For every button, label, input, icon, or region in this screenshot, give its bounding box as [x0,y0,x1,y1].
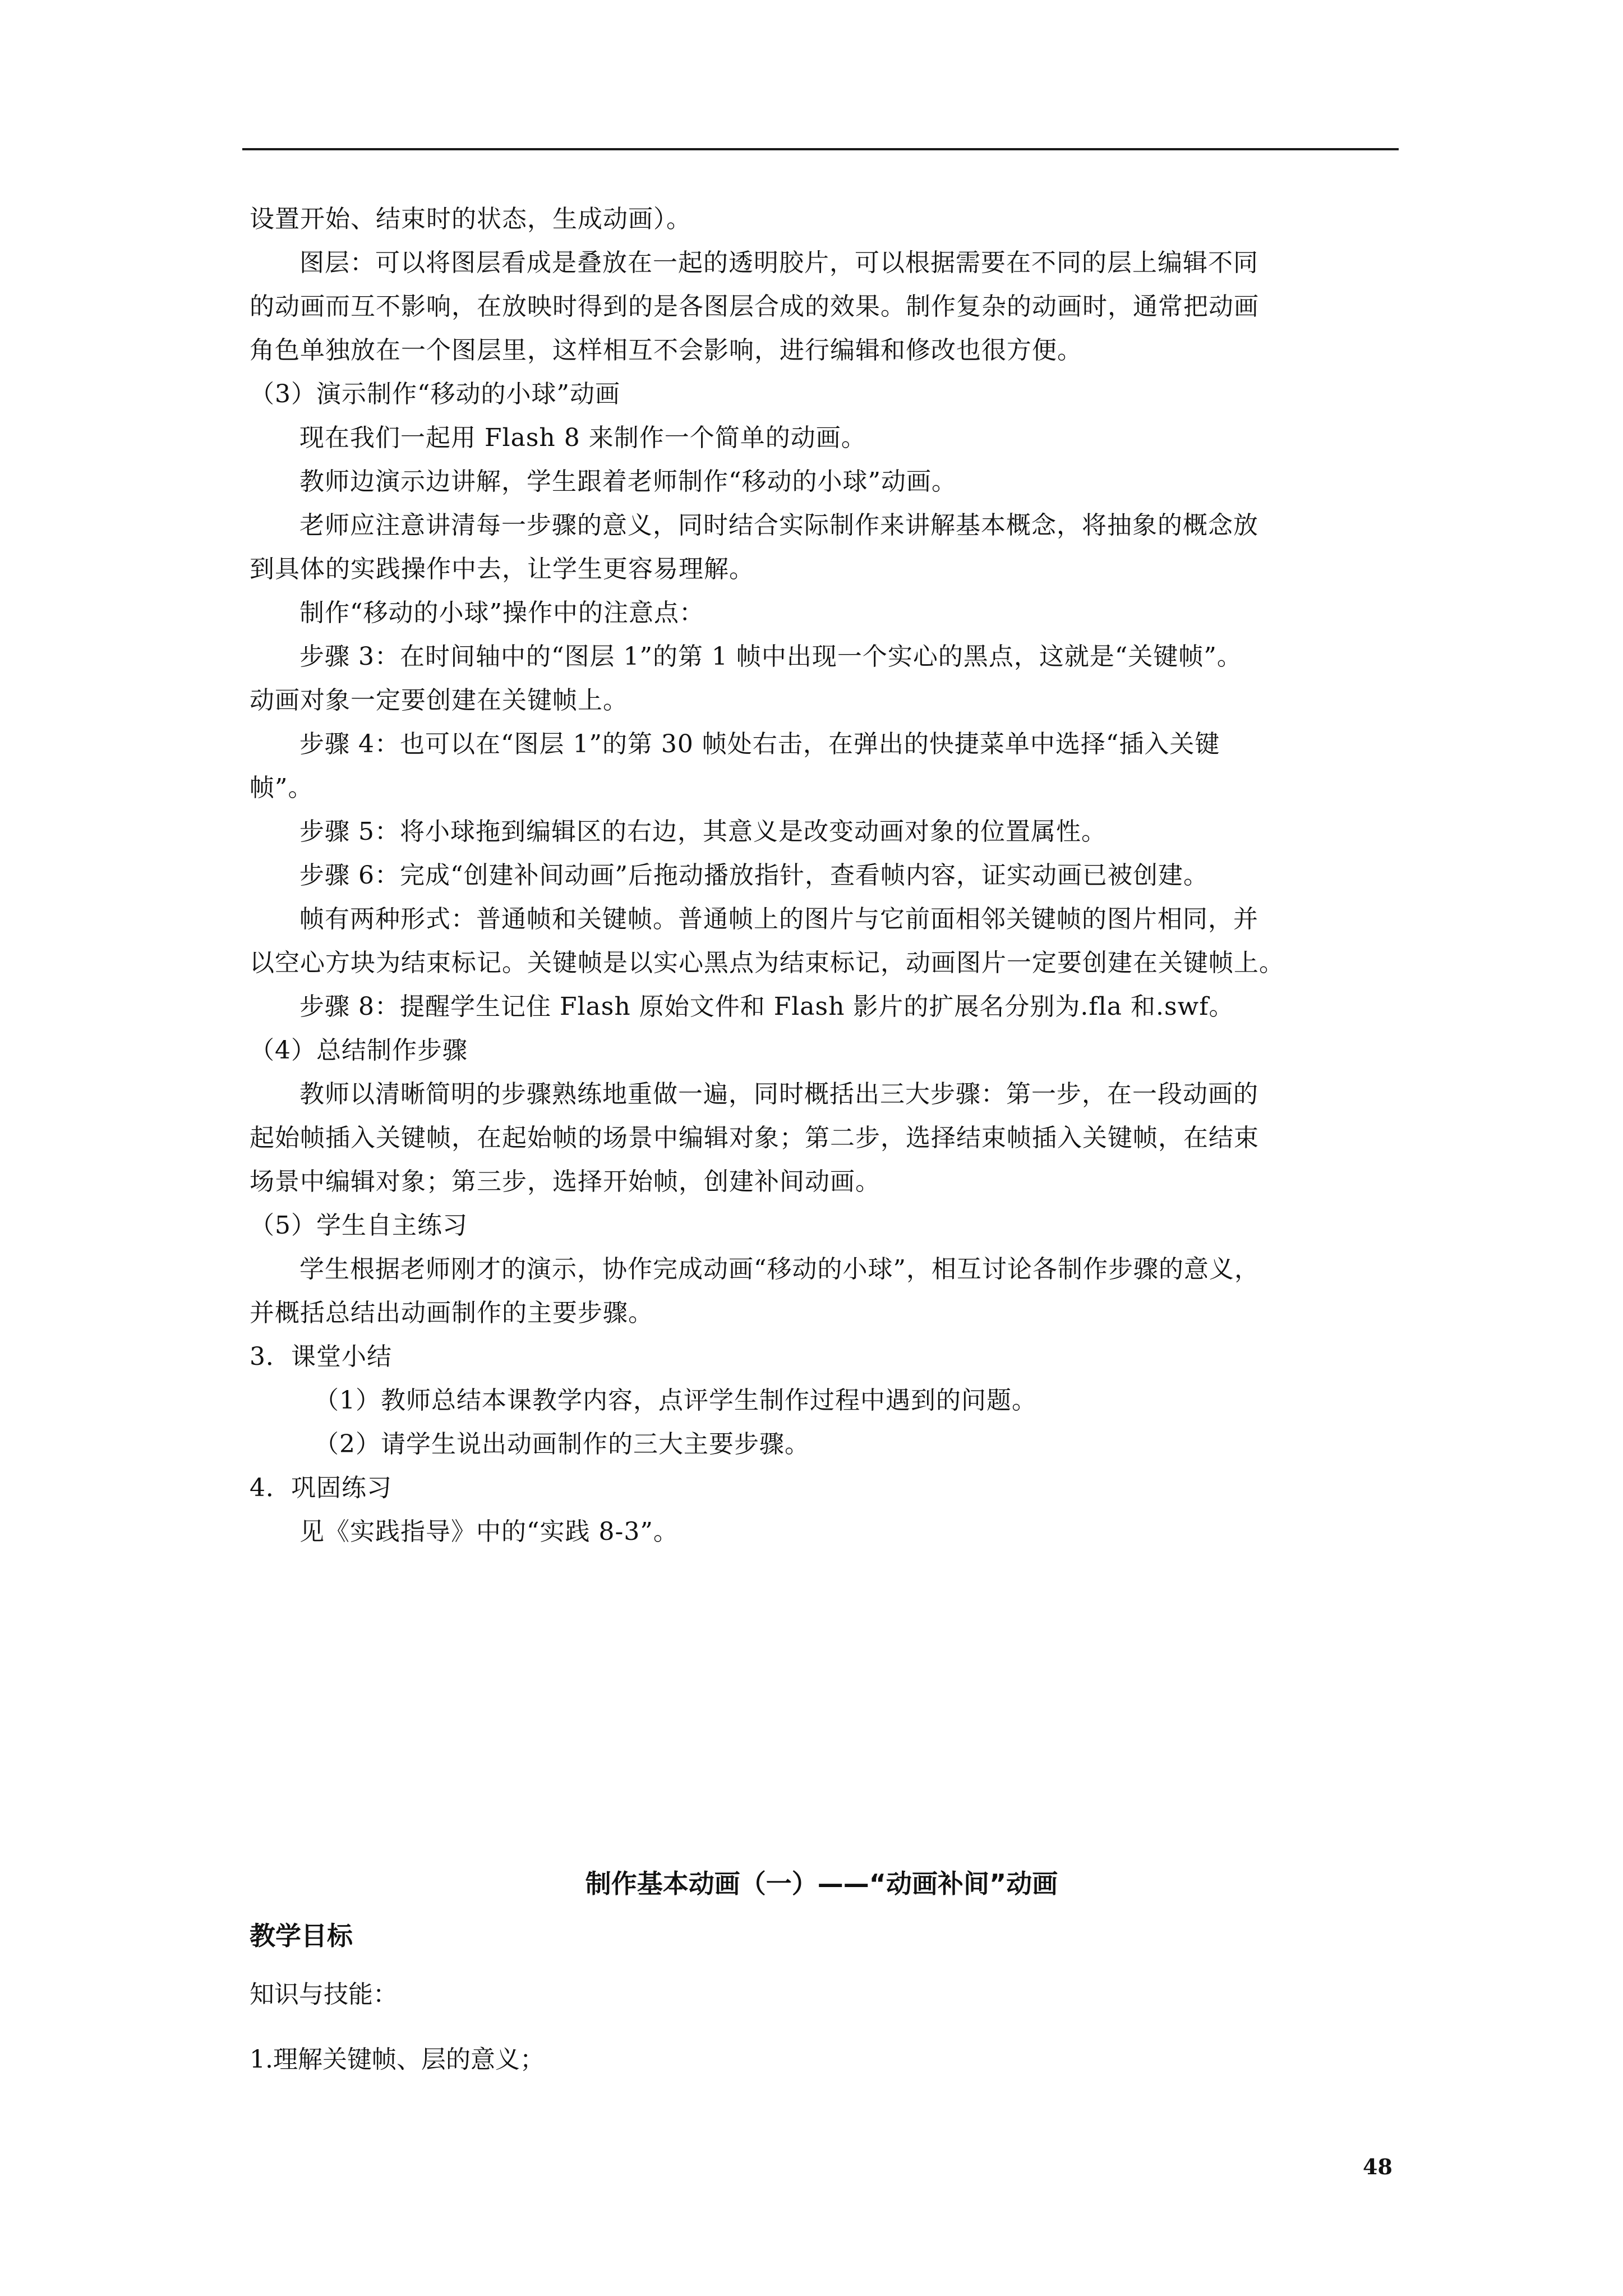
paragraph-line: 图层：可以将图层看成是叠放在一起的透明胶片，可以根据需要在不同的层上编辑不同 [299,249,1258,277]
paragraph-line: 学生根据老师刚才的演示，协作完成动画“移动的小球”，相互讨论各制作步骤的意义， [299,1255,1260,1283]
paragraph-line: 并概括总结出动画制作的主要步骤。 [250,1299,653,1327]
objective-item: 1.理解关键帧、层的意义； [250,2045,545,2074]
lesson-title: 制作基本动画（一）——“动画补间”动画 [585,1869,1058,1899]
section-heading: 3．课堂小结 [250,1342,392,1371]
paragraph-line: 步骤 8：提醒学生记住 Flash 原始文件和 Flash 影片的扩展名分别为.fla 和.swf。 [299,992,1234,1021]
paragraph-line: 到具体的实践操作中去，让学生更容易理解。 [250,555,754,583]
paragraph-line: 现在我们一起用 Flash 8 来制作一个简单的动画。 [299,424,866,452]
objectives-heading: 教学目标 [250,1921,353,1951]
paragraph-line: 步骤 6：完成“创建补间动画”后拖动播放指针，查看帧内容，证实动画已被创建。 [299,861,1209,890]
page-number: 48 [1363,2154,1393,2179]
paragraph-line: 教师以清晰简明的步骤熟练地重做一遍，同时概括出三大步骤：第一步，在一段动画的 [299,1080,1258,1108]
paragraph-line: 帧”。 [250,774,313,802]
header-rule [242,148,1399,150]
body-text [250,197,1394,1554]
section-heading: （3）演示制作“移动的小球”动画 [250,380,620,408]
paragraph-line: 步骤 4：也可以在“图层 1”的第 30 帧处右击，在弹出的快捷菜单中选择“插入关键 [299,730,1220,758]
paragraph-line: 步骤 5：将小球拖到编辑区的右边，其意义是改变动画对象的位置属性。 [299,817,1106,846]
list-item: （1）教师总结本课教学内容，点评学生制作过程中遇到的问题。 [314,1386,1037,1415]
paragraph-line: 帧有两种形式：普通帧和关键帧。普通帧上的图片与它前面相邻关键帧的图片相同，并 [299,905,1258,933]
paragraph-line: 步骤 3：在时间轴中的“图层 1”的第 1 帧中出现一个实心的黑点，这就是“关键帧”。 [299,642,1242,671]
section-heading: （5）学生自主练习 [250,1211,468,1240]
paragraph-line: 设置开始、结束时的状态，生成动画）。 [250,205,691,233]
paragraph-line: 老师应注意讲清每一步骤的意义，同时结合实际制作来讲解基本概念，将抽象的概念放 [299,511,1258,540]
objectives-section [250,1916,1394,2104]
paragraph-line: 起始帧插入关键帧，在起始帧的场景中编辑对象；第二步，选择结束帧插入关键帧，在结束 [250,1124,1259,1152]
knowledge-label: 知识与技能： [250,1980,398,2009]
paragraph-line: 场景中编辑对象；第三步，选择开始帧，创建补间动画。 [250,1167,880,1196]
section-heading: 4．巩固练习 [250,1474,392,1502]
paragraph-line: 见《实践指导》中的“实践 8-3”。 [299,1517,679,1546]
list-item: （2）请学生说出动画制作的三大主要步骤。 [314,1430,810,1458]
paragraph-line: 的动画而互不影响，在放映时得到的是各图层合成的效果。制作复杂的动画时，通常把动画 [250,292,1259,321]
paragraph-line: 以空心方块为结束标记。关键帧是以实心黑点为结束标记，动画图片一定要创建在关键帧上。 [250,949,1284,977]
paragraph-line: 动画对象一定要创建在关键帧上。 [250,686,628,715]
paragraph-line: 制作“移动的小球”操作中的注意点： [299,599,704,627]
paragraph-line: 角色单独放在一个图层里，这样相互不会影响，进行编辑和修改也很方便。 [250,336,1082,365]
section-heading: （4）总结制作步骤 [250,1036,468,1065]
paragraph-line: 教师边演示边讲解，学生跟着老师制作“移动的小球”动画。 [299,467,957,496]
